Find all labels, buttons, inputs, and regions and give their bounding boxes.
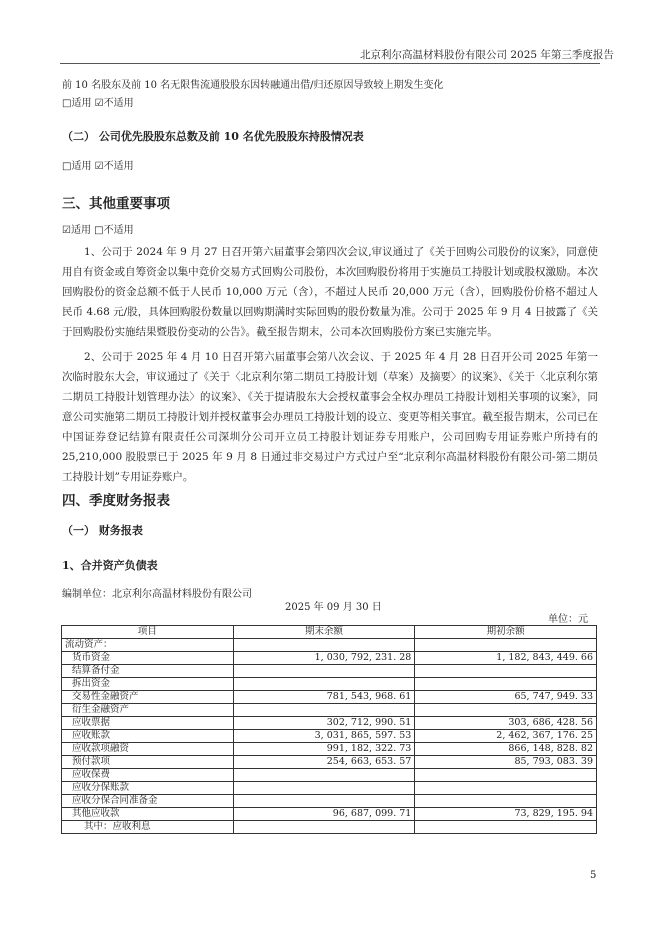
table-row [62,639,597,652]
table-row [62,652,597,665]
row-start-balance: 73, 829, 195. 94 [415,808,597,821]
paragraph-buyback: 1、公司于 2024 年 9 月 27 日召开第六届董事会第四次会议,审议通过了《关于回购公司股份的议案》，同意使用自有资金或自筹资金以集中竞价交易方式回购公司股份，本次回购股份将用于实施员工持股计划或股权激励。本次回购股份的资金总额不低于人民币 10,000 万元（含），不超过人民币 20,000 万元（含），回购股份价格不超过人民币 4.68 元/股，具体回购股份数量以回购期满时实际回购的股份数量为准。公司于 2025 年 9 月 4 日披露了《关于回购股份实施结果暨股份变动的公告》。截至报告期末，公司本次回购股份方案已实施完毕。 [62,246,598,338]
table-row [62,678,597,691]
row-start-balance: 866, 148, 828. 82 [415,743,597,756]
holders-change-options: □适用 ☑不适用 [62,98,134,109]
table-row [62,821,597,834]
row-item: 其中：应收利息 [62,821,234,834]
row-start-balance [415,782,597,795]
table-row [62,717,597,730]
row-start-balance: 85, 793, 083. 39 [415,756,597,769]
preferred-section-title: （二） 公司优先股股东总数及前 10 名优先股股东持股情况表 [62,130,364,143]
table-row [62,704,597,717]
row-start-balance [415,678,597,691]
row-start-balance: 2, 462, 367, 176. 25 [415,730,597,743]
row-end-balance: 1, 030, 792, 231. 28 [233,652,415,665]
table-row [62,691,597,704]
row-item: 应收分保账款 [62,782,234,795]
row-end-balance: 781, 543, 968. 61 [233,691,415,704]
table-header-row [62,626,597,639]
other-matters-options: ☑适用 □不适用 [62,225,134,236]
table-row [62,808,597,821]
balance-sheet-title: 1、合并资产负债表 [62,559,158,572]
table-row [62,756,597,769]
holders-change-text: 前 10 名股东及前 10 名无限售流通股股东因转融通出借/归还原因导致较上期发生变化 [62,80,444,91]
row-start-balance [415,639,597,652]
row-item: 结算备付金 [62,665,234,678]
column-header-end-balance: 期末余额 [233,626,415,639]
row-item: 交易性金融资产 [62,691,234,704]
row-item: 应收分保合同准备金 [62,795,234,808]
unit-label: 单位：元 [548,614,588,625]
row-start-balance [415,821,597,834]
column-header-item: 项目 [62,626,234,639]
row-item: 货币资金 [62,652,234,665]
table-row [62,743,597,756]
row-start-balance [415,665,597,678]
row-end-balance [233,821,415,834]
row-end-balance: 96, 687, 099. 71 [233,808,415,821]
row-item: 应收票据 [62,717,234,730]
row-end-balance [233,769,415,782]
row-start-balance [415,704,597,717]
paragraph-esop: 2、公司于 2025 年 4 月 10 日召开第六届董事会第八次会议、于 2025 年 4 月 28 日召开公司 2025 年第一次临时股东大会，审议通过了《关于〈北京利尔第二期员工持股计划（草案）及摘要〉的议案》、《关于〈北京利尔第二期员工持股计划管理办法〉的议案》、《关于提请股东大会授权董事会全权办理员工持股计划相关事项的议案》，同意公司实施第二期员工持股计划并授权董事会办理员工持股计划的设立、变更等相关事宜。截至报告期末，公司已在中国证券登记结算有限责任公司深圳分公司开立员工持股计划证券专用账户，公司回购专用证券账户所持有的 25,210,000 股股票已于 2025 年 9 月 8 日通过非交易过户方式过户至“北京利尔高温材料股份有限公司-第二期员工持股计划”专用证券账户。 [62,351,598,483]
row-item: 应收保费 [62,769,234,782]
row-end-balance [233,639,415,652]
row-end-balance [233,704,415,717]
preferred-section-options: □适用 ☑不适用 [62,161,134,172]
financial-subtitle: （一） 财务报表 [62,524,143,537]
report-date: 2025 年 09 月 30 日 [285,602,382,613]
row-end-balance: 3, 031, 865, 597. 53 [233,730,415,743]
page-header: 北京利尔高温材料股份有限公司 2025 年第三季度报告 [360,49,614,61]
header-divider [60,63,600,64]
row-start-balance: 1, 182, 843, 449. 66 [415,652,597,665]
table-row [62,730,597,743]
row-start-balance: 65, 747, 949. 33 [415,691,597,704]
row-item: 其他应收款 [62,808,234,821]
row-item: 流动资产： [62,639,234,652]
row-item: 预付款项 [62,756,234,769]
row-end-balance [233,782,415,795]
table-row [62,795,597,808]
row-item: 应收款项融资 [62,743,234,756]
row-item: 应收账款 [62,730,234,743]
table-row [62,782,597,795]
row-end-balance: 991, 182, 322. 73 [233,743,415,756]
financial-title: 四、季度财务报表 [62,493,170,509]
row-item: 衍生金融资产 [62,704,234,717]
row-end-balance: 302, 712, 990. 51 [233,717,415,730]
row-start-balance [415,769,597,782]
column-header-start-balance: 期初余额 [415,626,597,639]
row-end-balance [233,678,415,691]
page-number: 5 [590,870,597,881]
other-matters-title: 三、其他重要事项 [62,196,170,212]
row-start-balance [415,795,597,808]
table-row [62,769,597,782]
row-start-balance: 303, 686, 428. 56 [415,717,597,730]
row-item: 拆出资金 [62,678,234,691]
row-end-balance: 254, 663, 653. 57 [233,756,415,769]
company-name: 编制单位：北京利尔高温材料股份有限公司 [62,589,252,600]
balance-sheet-table [61,625,597,834]
row-end-balance [233,795,415,808]
row-end-balance [233,665,415,678]
table-row [62,665,597,678]
